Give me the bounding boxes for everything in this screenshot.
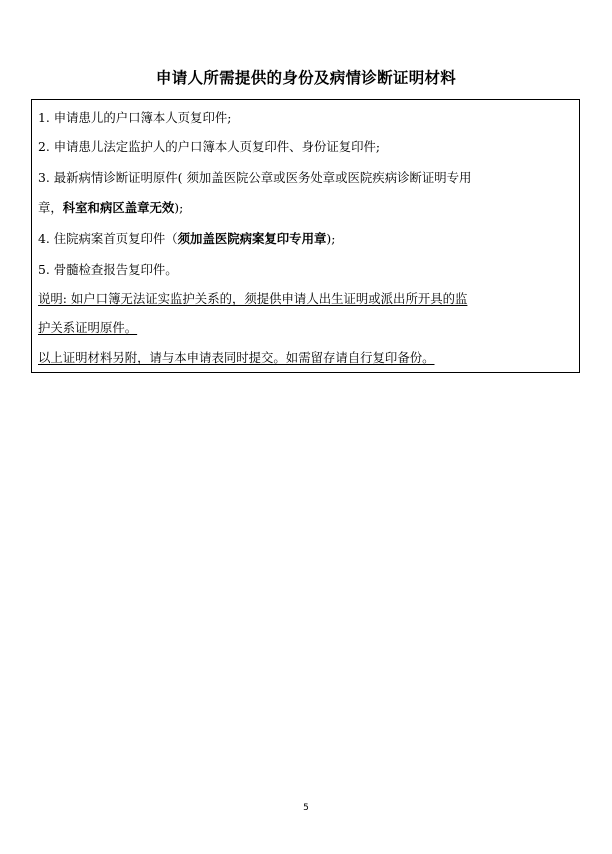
page-title: 申请人所需提供的身份及病情诊断证明材料 xyxy=(155,69,457,87)
list-item-hospital-record xyxy=(38,231,335,247)
materials-box xyxy=(31,99,580,373)
hospital-record-suffix: ); xyxy=(326,231,336,246)
hospital-record-stamp-requirement: 须加盖医院病案复印专用章 xyxy=(177,231,327,246)
list-item-diagnosis-proof-line1: 3. 最新病情诊断证明原件( 须加盖医院公章或医务处章或医院疾病诊断证明专用 xyxy=(38,170,472,185)
list-item-bone-marrow-report: 5. 骨髓检查报告复印件。 xyxy=(38,262,178,277)
list-item-household-register: 1. 申请患儿的户口簿本人页复印件; xyxy=(38,110,232,125)
list-item-guardian-documents: 2. 申请患儿法定监护人的户口簿本人页复印件、身份证复印件; xyxy=(38,139,381,154)
page-number: 5 xyxy=(303,803,309,813)
list-item-diagnosis-proof-line2 xyxy=(38,200,183,216)
diagnosis-proof-prefix: 章， xyxy=(38,200,63,215)
hospital-record-prefix: 4. 住院病案首页复印件（ xyxy=(38,231,178,246)
note-submission: 以上证明材料另附，请与本申请表同时提交。如需留存请自行复印备份。 xyxy=(38,350,435,365)
note-guardianship-line1: 说明: 如户口簿无法证实监护关系的，须提供申请人出生证明或派出所开具的监 xyxy=(38,291,468,306)
diagnosis-proof-suffix: ); xyxy=(174,200,184,215)
diagnosis-proof-warning: 科室和病区盖章无效 xyxy=(62,200,175,215)
note-guardianship-line2: 护关系证明原件。 xyxy=(38,320,138,335)
